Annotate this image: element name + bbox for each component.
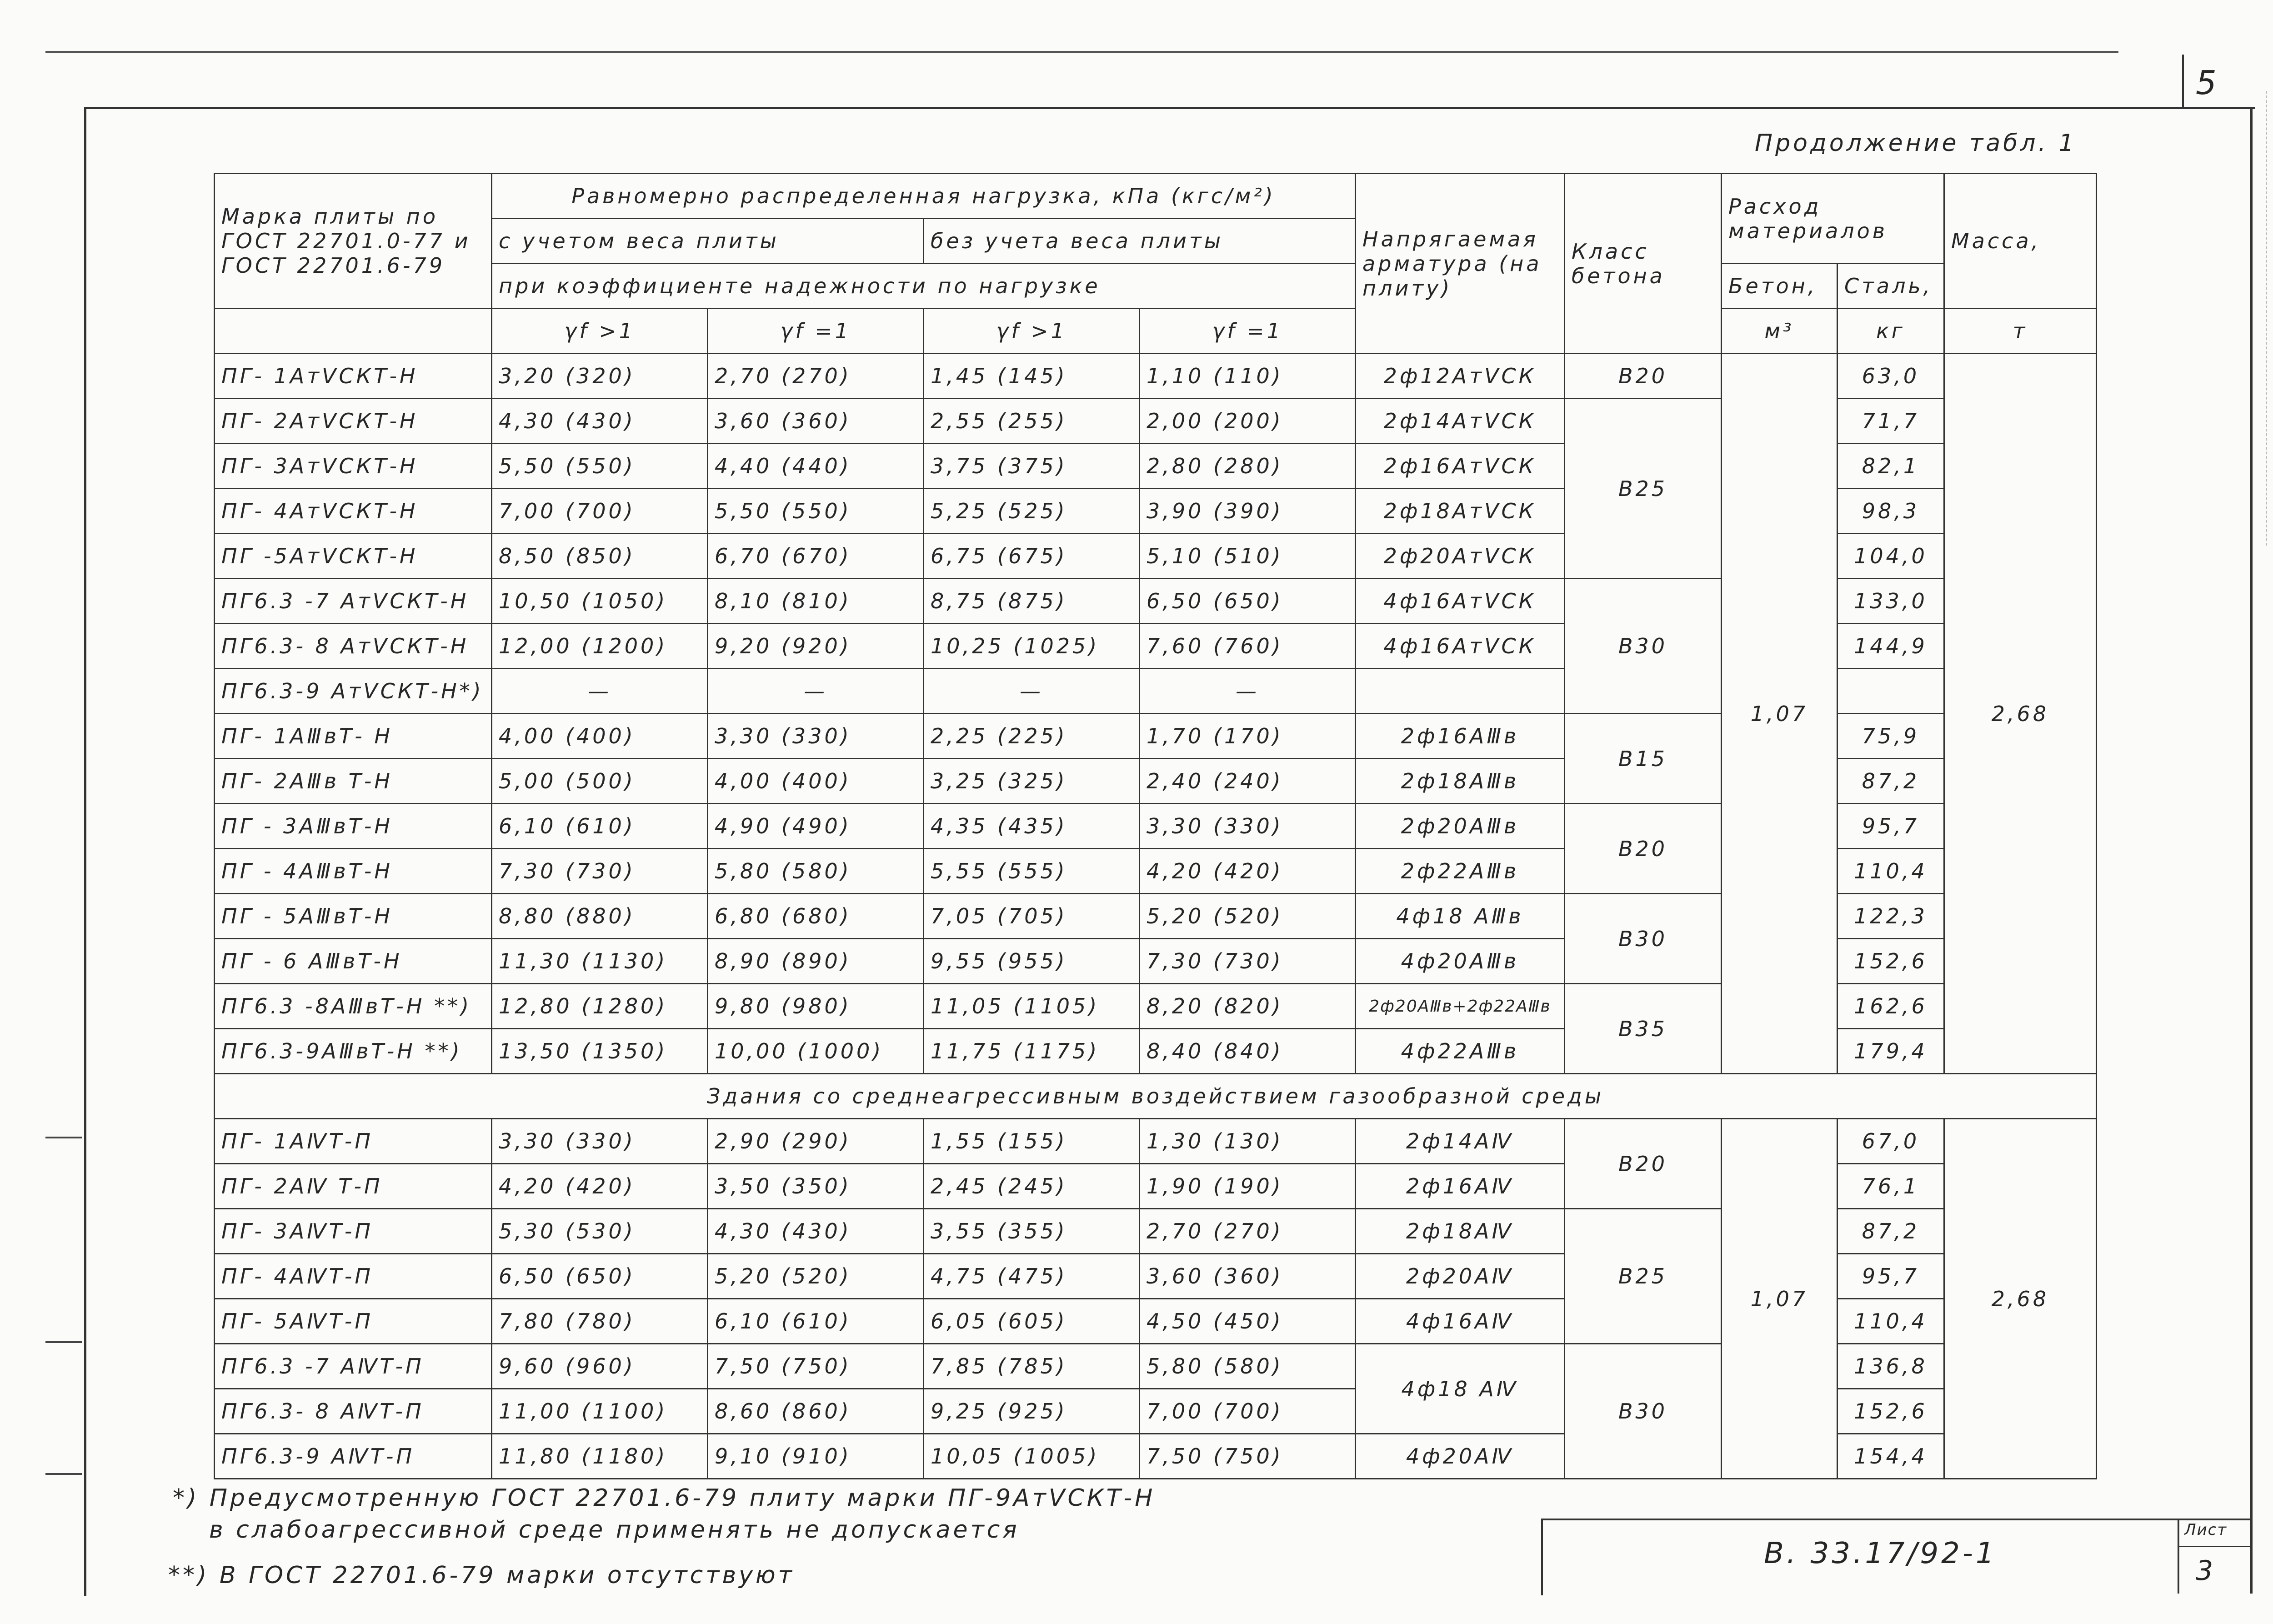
row-v4: 7,00 (700): [1140, 1389, 1356, 1434]
row-marka: ПГ- 4АтⅤСКТ-Н: [215, 489, 492, 534]
row-v4: 5,80 (580): [1140, 1344, 1356, 1389]
row-v2: 7,50 (750): [708, 1344, 924, 1389]
header-concrete-class: Класс бетона: [1565, 174, 1722, 354]
row-v3: 3,75 (375): [924, 444, 1140, 489]
row-v1: 5,00 (500): [492, 759, 708, 804]
row-v1: 7,00 (700): [492, 489, 708, 534]
drawing-frame-right: [2250, 107, 2253, 1594]
row-armatura: 2ф14АтⅤСК: [1356, 399, 1565, 444]
row-v2: 9,80 (980): [708, 984, 924, 1029]
row-v2: 3,60 (360): [708, 399, 924, 444]
row-v4: 1,90 (190): [1140, 1164, 1356, 1209]
row-steel: 133,0: [1837, 579, 1944, 624]
row-marka: ПГ- 1АⅣТ-П: [215, 1119, 492, 1164]
header-load-group: Равномерно распределенная нагрузка, кПа (кгс/м²): [492, 174, 1356, 219]
row-v1: 9,60 (960): [492, 1344, 708, 1389]
row-v1: 6,10 (610): [492, 804, 708, 849]
row-v3: 1,45 (145): [924, 354, 1140, 399]
row-concrete-class: В20: [1565, 804, 1722, 894]
row-armatura: 2ф18АⅣ: [1356, 1209, 1565, 1254]
row-marka: ПГ6.3 -7 АтⅤСКТ-Н: [215, 579, 492, 624]
footnote-2: **) В ГОСТ 22701.6-79 марки отсутствуют: [168, 1562, 795, 1589]
row-marka: ПГ- 5АⅣТ-П: [215, 1299, 492, 1344]
row-v1: 7,30 (730): [492, 849, 708, 894]
row-v4: 7,30 (730): [1140, 939, 1356, 984]
row-v1: 6,50 (650): [492, 1254, 708, 1299]
header-gf-gt1-b: γf >1: [924, 309, 1140, 354]
row-steel: 87,2: [1837, 759, 1944, 804]
row-v1: 3,30 (330): [492, 1119, 708, 1164]
row-v4: 8,20 (820): [1140, 984, 1356, 1029]
row-v1: 8,50 (850): [492, 534, 708, 579]
row-armatura: 4ф16АтⅤСК: [1356, 624, 1565, 669]
row-marka: ПГ6.3- 8 АⅣТ-П: [215, 1389, 492, 1434]
row-v3: 11,05 (1105): [924, 984, 1140, 1029]
row-v4: 1,30 (130): [1140, 1119, 1356, 1164]
row-v2: 2,70 (270): [708, 354, 924, 399]
row-v3: 8,75 (875): [924, 579, 1140, 624]
row-armatura: 4ф16АⅣ: [1356, 1299, 1565, 1344]
row-v4: 5,10 (510): [1140, 534, 1356, 579]
row-marka: ПГ6.3- 8 АтⅤСКТ-Н: [215, 624, 492, 669]
row-v4: 2,70 (270): [1140, 1209, 1356, 1254]
section-title: Здания со среднеагрессивным воздействием газообразной среды: [215, 1074, 2097, 1119]
row-marka: ПГ - 6 АⅢвТ-Н: [215, 939, 492, 984]
row-v3: 2,45 (245): [924, 1164, 1140, 1209]
header-steel-unit: кг: [1837, 309, 1944, 354]
row-v3: 2,55 (255): [924, 399, 1140, 444]
row-steel: 122,3: [1837, 894, 1944, 939]
row-v3: 2,25 (225): [924, 714, 1140, 759]
row-steel: 63,0: [1837, 354, 1944, 399]
document-code: В. 33.17/92-1: [1764, 1537, 1997, 1570]
row-concrete-class: В20: [1565, 354, 1722, 399]
row-v4: 5,20 (520): [1140, 894, 1356, 939]
row-marka: ПГ - 4АⅢвТ-Н: [215, 849, 492, 894]
row-v4: 3,90 (390): [1140, 489, 1356, 534]
header-marka: Марка плиты по ГОСТ 22701.0-77 и ГОСТ 22701.6-79: [215, 174, 492, 309]
row-armatura: 2ф20АтⅤСК: [1356, 534, 1565, 579]
row-armatura: 2ф22АⅢв: [1356, 849, 1565, 894]
header-row-4: [215, 309, 2097, 354]
row-v2: 3,30 (330): [708, 714, 924, 759]
row-steel: 136,8: [1837, 1344, 1944, 1389]
row-steel: 179,4: [1837, 1029, 1944, 1074]
row-armatura: 2ф16АⅣ: [1356, 1164, 1565, 1209]
row-v2: 6,70 (670): [708, 534, 924, 579]
row-steel: 144,9: [1837, 624, 1944, 669]
header-mass: Масса,: [1944, 174, 2097, 309]
row-v1: 4,00 (400): [492, 714, 708, 759]
row-v2: 5,20 (520): [708, 1254, 924, 1299]
row-v2: 4,00 (400): [708, 759, 924, 804]
row-steel: 87,2: [1837, 1209, 1944, 1254]
row-v1: 4,30 (430): [492, 399, 708, 444]
header-with-weight: с учетом веса плиты: [492, 219, 924, 264]
row-v1: 10,50 (1050): [492, 579, 708, 624]
row-v2: 8,60 (860): [708, 1389, 924, 1434]
header-materials: Расход материалов: [1722, 174, 1944, 264]
row-armatura: [1356, 669, 1565, 714]
row-v3: 3,55 (355): [924, 1209, 1140, 1254]
header-row-3: [215, 264, 2097, 309]
row-v3: 3,25 (325): [924, 759, 1140, 804]
row-v2: 4,40 (440): [708, 444, 924, 489]
row-marka: ПГ- 3АтⅤСКТ-Н: [215, 444, 492, 489]
row-v3: 7,05 (705): [924, 894, 1140, 939]
row-marka: ПГ6.3 -7 АⅣТ-П: [215, 1344, 492, 1389]
row-v1: 5,30 (530): [492, 1209, 708, 1254]
header-row-1: [215, 174, 2097, 219]
row-armatura: 2ф20АⅢв+2ф22АⅢв: [1356, 984, 1565, 1029]
row-marka: ПГ- 1АтⅤСКТ-Н: [215, 354, 492, 399]
row-v3: 4,35 (435): [924, 804, 1140, 849]
row-v1: 7,80 (780): [492, 1299, 708, 1344]
row-v2: 8,90 (890): [708, 939, 924, 984]
row-v1: 12,00 (1200): [492, 624, 708, 669]
row-steel: 67,0: [1837, 1119, 1944, 1164]
row-v1: 12,80 (1280): [492, 984, 708, 1029]
table-row: [215, 354, 2097, 399]
row-v3: 9,25 (925): [924, 1389, 1140, 1434]
header-concrete: Бетон,: [1722, 264, 1837, 309]
row-concrete-class: В15: [1565, 714, 1722, 804]
row-armatura: 4ф20АⅣ: [1356, 1434, 1565, 1479]
row-armatura: 2ф12АтⅤСК: [1356, 354, 1565, 399]
sheet-number: 5: [2196, 64, 2219, 102]
row-armatura: 2ф20АⅢв: [1356, 804, 1565, 849]
row-armatura: 4ф16АтⅤСК: [1356, 579, 1565, 624]
row-v1: 3,20 (320): [492, 354, 708, 399]
row-v1: —: [492, 669, 708, 714]
row-v4: 7,60 (760): [1140, 624, 1356, 669]
sheet-label: Лист: [2184, 1521, 2228, 1539]
row-v2: 5,80 (580): [708, 849, 924, 894]
row-v3: 10,05 (1005): [924, 1434, 1140, 1479]
group1-mass: 2,68: [1944, 354, 2097, 1074]
row-v3: 9,55 (955): [924, 939, 1140, 984]
row-armatura: 2ф18АⅢв: [1356, 759, 1565, 804]
row-v2: 6,10 (610): [708, 1299, 924, 1344]
row-v2: 9,20 (920): [708, 624, 924, 669]
row-v2: —: [708, 669, 924, 714]
row-steel: 98,3: [1837, 489, 1944, 534]
row-v2: 9,10 (910): [708, 1434, 924, 1479]
row-marka: ПГ - 3АⅢвТ-Н: [215, 804, 492, 849]
group1-concrete-volume: 1,07: [1722, 354, 1837, 1074]
row-v2: 8,10 (810): [708, 579, 924, 624]
row-v4: 2,80 (280): [1140, 444, 1356, 489]
continuation-label: Продолжение табл. 1: [1755, 130, 2077, 157]
row-concrete-class: В30: [1565, 1344, 1722, 1479]
header-gf-eq1-b: γf =1: [1140, 309, 1356, 354]
row-v3: 7,85 (785): [924, 1344, 1140, 1389]
row-v4: 3,60 (360): [1140, 1254, 1356, 1299]
header-gf-gt1-a: γf >1: [492, 309, 708, 354]
row-marka: ПГ- 2АⅣ Т-П: [215, 1164, 492, 1209]
row-armatura: 2ф16АтⅤСК: [1356, 444, 1565, 489]
row-v3: 6,05 (605): [924, 1299, 1140, 1344]
slab-table: [214, 173, 2097, 1479]
row-v3: 1,55 (155): [924, 1119, 1140, 1164]
row-marka: ПГ- 2АⅢв Т-Н: [215, 759, 492, 804]
header-marka-blank: [215, 309, 492, 354]
row-concrete-class: В20: [1565, 1119, 1722, 1209]
row-steel: 152,6: [1837, 939, 1944, 984]
row-marka: ПГ- 2АтⅤСКТ-Н: [215, 399, 492, 444]
row-v2: 5,50 (550): [708, 489, 924, 534]
header-concrete-unit: м³: [1722, 309, 1837, 354]
row-armatura: 4ф18 АⅣ: [1356, 1344, 1565, 1434]
row-concrete-class: В35: [1565, 984, 1722, 1074]
row-armatura: 2ф18АтⅤСК: [1356, 489, 1565, 534]
row-v4: 1,70 (170): [1140, 714, 1356, 759]
header-reliability: при коэффициенте надежности по нагрузке: [492, 264, 1356, 309]
table-row: [215, 1119, 2097, 1164]
row-steel: 76,1: [1837, 1164, 1944, 1209]
row-marka: ПГ6.3-9 АтⅤСКТ-Н*): [215, 669, 492, 714]
row-v4: —: [1140, 669, 1356, 714]
row-v1: 11,80 (1180): [492, 1434, 708, 1479]
group2-mass: 2,68: [1944, 1119, 2097, 1479]
row-steel: 82,1: [1837, 444, 1944, 489]
row-v4: 1,10 (110): [1140, 354, 1356, 399]
row-v3: 4,75 (475): [924, 1254, 1140, 1299]
row-concrete-class: В25: [1565, 1209, 1722, 1344]
row-v2: 4,30 (430): [708, 1209, 924, 1254]
group2-concrete-volume: 1,07: [1722, 1119, 1837, 1479]
row-concrete-class: В30: [1565, 894, 1722, 984]
section-row: [215, 1074, 2097, 1119]
row-v4: 4,20 (420): [1140, 849, 1356, 894]
row-v1: 8,80 (880): [492, 894, 708, 939]
row-steel: 95,7: [1837, 1254, 1944, 1299]
row-steel: 152,6: [1837, 1389, 1944, 1434]
row-v4: 2,00 (200): [1140, 399, 1356, 444]
row-v3: 5,55 (555): [924, 849, 1140, 894]
row-v3: —: [924, 669, 1140, 714]
row-v2: 10,00 (1000): [708, 1029, 924, 1074]
row-armatura: 4ф22АⅢв: [1356, 1029, 1565, 1074]
row-v4: 7,50 (750): [1140, 1434, 1356, 1479]
header-armatura: Напрягаемая арматура (на плиту): [1356, 174, 1565, 354]
row-concrete-class: В25: [1565, 399, 1722, 579]
header-steel: Сталь,: [1837, 264, 1944, 309]
header-without-weight: без учета веса плиты: [924, 219, 1356, 264]
row-v1: 13,50 (1350): [492, 1029, 708, 1074]
row-marka: ПГ- 3АⅣТ-П: [215, 1209, 492, 1254]
row-v4: 2,40 (240): [1140, 759, 1356, 804]
row-v4: 4,50 (450): [1140, 1299, 1356, 1344]
header-mass-unit: т: [1944, 309, 2097, 354]
row-concrete-class: В30: [1565, 579, 1722, 714]
row-marka: ПГ6.3 -8АⅢвТ-Н **): [215, 984, 492, 1029]
row-steel: 104,0: [1837, 534, 1944, 579]
row-armatura: 4ф20АⅢв: [1356, 939, 1565, 984]
row-v2: 4,90 (490): [708, 804, 924, 849]
row-v1: 11,00 (1100): [492, 1389, 708, 1434]
row-v3: 11,75 (1175): [924, 1029, 1140, 1074]
row-v3: 6,75 (675): [924, 534, 1140, 579]
row-armatura: 4ф18 АⅢв: [1356, 894, 1565, 939]
margin-dash-line: [2266, 91, 2267, 546]
title-block-divider: [2178, 1519, 2179, 1594]
title-block-hline: [2178, 1546, 2250, 1547]
row-steel: [1837, 669, 1944, 714]
footnote-1-line-1: *) Предусмотренную ГОСТ 22701.6-79 плиту марки ПГ-9АтⅤСКТ-Н: [173, 1484, 1156, 1512]
row-v4: 8,40 (840): [1140, 1029, 1356, 1074]
row-v2: 2,90 (290): [708, 1119, 924, 1164]
row-steel: 110,4: [1837, 1299, 1944, 1344]
row-v2: 3,50 (350): [708, 1164, 924, 1209]
row-armatura: 2ф14АⅣ: [1356, 1119, 1565, 1164]
row-marka: ПГ- 4АⅣТ-П: [215, 1254, 492, 1299]
row-steel: 154,4: [1837, 1434, 1944, 1479]
sheet-page-number: 3: [2196, 1555, 2216, 1587]
row-v3: 5,25 (525): [924, 489, 1140, 534]
row-steel: 71,7: [1837, 399, 1944, 444]
row-armatura: 2ф20АⅣ: [1356, 1254, 1565, 1299]
row-steel: 75,9: [1837, 714, 1944, 759]
row-marka: ПГ6.3-9АⅢвТ-Н **): [215, 1029, 492, 1074]
footnote-1-line-2: в слабоагрессивной среде применять не допускается: [209, 1516, 1020, 1544]
row-armatura: 2ф16АⅢв: [1356, 714, 1565, 759]
row-v4: 6,50 (650): [1140, 579, 1356, 624]
row-steel: 95,7: [1837, 804, 1944, 849]
row-marka: ПГ6.3-9 АⅣТ-П: [215, 1434, 492, 1479]
header-gf-eq1-a: γf =1: [708, 309, 924, 354]
row-v1: 11,30 (1130): [492, 939, 708, 984]
row-steel: 110,4: [1837, 849, 1944, 894]
row-marka: ПГ -5АтⅤСКТ-Н: [215, 534, 492, 579]
row-v3: 10,25 (1025): [924, 624, 1140, 669]
top-border-line: [45, 51, 2118, 53]
row-v1: 4,20 (420): [492, 1164, 708, 1209]
row-v2: 6,80 (680): [708, 894, 924, 939]
row-v1: 5,50 (550): [492, 444, 708, 489]
row-marka: ПГ - 5АⅢвТ-Н: [215, 894, 492, 939]
row-v4: 3,30 (330): [1140, 804, 1356, 849]
row-marka: ПГ- 1АⅢвТ- Н: [215, 714, 492, 759]
row-steel: 162,6: [1837, 984, 1944, 1029]
